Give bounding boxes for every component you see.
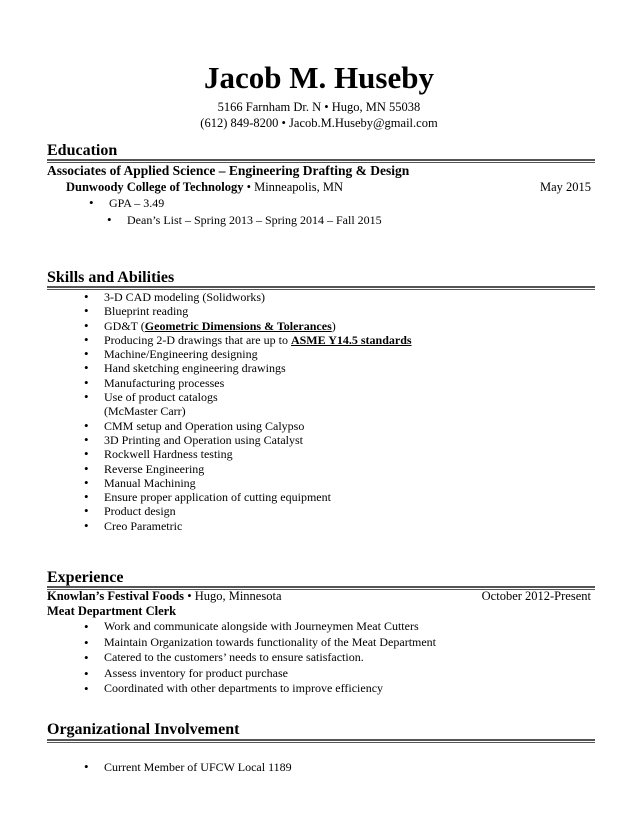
employer-location: • Hugo, Minnesota bbox=[184, 589, 282, 603]
gdt-text: GD&T ( bbox=[104, 318, 145, 333]
list-item: • Use of product catalogs bbox=[84, 390, 412, 404]
list-item bbox=[84, 319, 412, 333]
contact-line: (612) 849-8200 • Jacob.M.Huseby@gmail.com bbox=[200, 116, 438, 130]
list-item: • Manual Machining bbox=[84, 476, 412, 490]
drawings-text: Producing 2-D drawings that are up to bbox=[104, 332, 291, 347]
asme-link[interactable]: ASME Y14.5 standards bbox=[290, 332, 412, 347]
list-item: • Reverse Engineering bbox=[84, 462, 412, 476]
school-line bbox=[66, 180, 343, 195]
employment-dates: October 2012-Present bbox=[481, 589, 591, 603]
list-item: • Blueprint reading bbox=[84, 304, 412, 318]
employer-name: Knowlan’s Festival Foods bbox=[47, 589, 185, 603]
involvement-rule bbox=[47, 739, 595, 743]
list-item: • Machine/Engineering designing bbox=[84, 347, 412, 361]
graduation-date: May 2015 bbox=[539, 180, 591, 194]
list-item: • Maintain Organization towards functionality of the Meat Department bbox=[84, 635, 436, 651]
experience-heading: Experience bbox=[47, 569, 124, 586]
experience-list bbox=[84, 619, 436, 697]
gdt-link[interactable]: Geometric Dimensions & Tolerances bbox=[144, 318, 332, 333]
degree-title: Associates of Applied Science – Engineering Drafting & Design bbox=[47, 163, 410, 178]
list-item: • Creo Parametric bbox=[84, 519, 412, 533]
deans-list bbox=[107, 213, 382, 227]
list-item: • Work and communicate alongside with Journeymen Meat Cutters bbox=[84, 619, 436, 635]
address-line: 5166 Farnham Dr. N • Hugo, MN 55038 bbox=[217, 100, 421, 114]
list-item: • 3-D CAD modeling (Solidworks) bbox=[84, 290, 412, 304]
list-item: • Current Member of UFCW Local 1189 bbox=[84, 760, 292, 774]
involvement-list bbox=[84, 760, 292, 774]
list-item: • Ensure proper application of cutting equipment bbox=[84, 490, 412, 504]
school-name: Dunwoody College of Technology bbox=[66, 180, 244, 194]
list-item: • Product design bbox=[84, 504, 412, 518]
involvement-heading: Organizational Involvement bbox=[47, 721, 240, 738]
list-item: • GPA – 3.49 bbox=[89, 196, 164, 210]
list-item: • 3D Printing and Operation using Catalyst bbox=[84, 433, 412, 447]
education-heading: Education bbox=[47, 142, 118, 159]
list-item-continuation bbox=[84, 404, 412, 418]
gpa-list bbox=[89, 196, 164, 210]
list-item bbox=[84, 333, 412, 347]
skills-heading: Skills and Abilities bbox=[47, 269, 175, 286]
list-item: • Assess inventory for product purchase bbox=[84, 666, 436, 682]
job-title: Meat Department Clerk bbox=[47, 604, 177, 618]
employer-line bbox=[47, 589, 282, 604]
candidate-name: Jacob M. Huseby bbox=[204, 60, 434, 95]
list-item: • CMM setup and Operation using Calypso bbox=[84, 419, 412, 433]
gdt-close: ) bbox=[331, 318, 336, 333]
school-location: • Minneapolis, MN bbox=[243, 180, 343, 194]
catalog-note: (McMaster Carr) bbox=[104, 404, 186, 419]
list-item: • Hand sketching engineering drawings bbox=[84, 361, 412, 375]
list-item: • Manufacturing processes bbox=[84, 376, 412, 390]
list-item: • Coordinated with other departments to improve efficiency bbox=[84, 681, 436, 697]
skills-list bbox=[84, 290, 412, 533]
list-item: • Catered to the customers’ needs to ensure satisfaction. bbox=[84, 650, 436, 666]
list-item: • Rockwell Hardness testing bbox=[84, 447, 412, 461]
list-item: • Dean’s List – Spring 2013 – Spring 2014 – Fall 2015 bbox=[107, 213, 382, 227]
